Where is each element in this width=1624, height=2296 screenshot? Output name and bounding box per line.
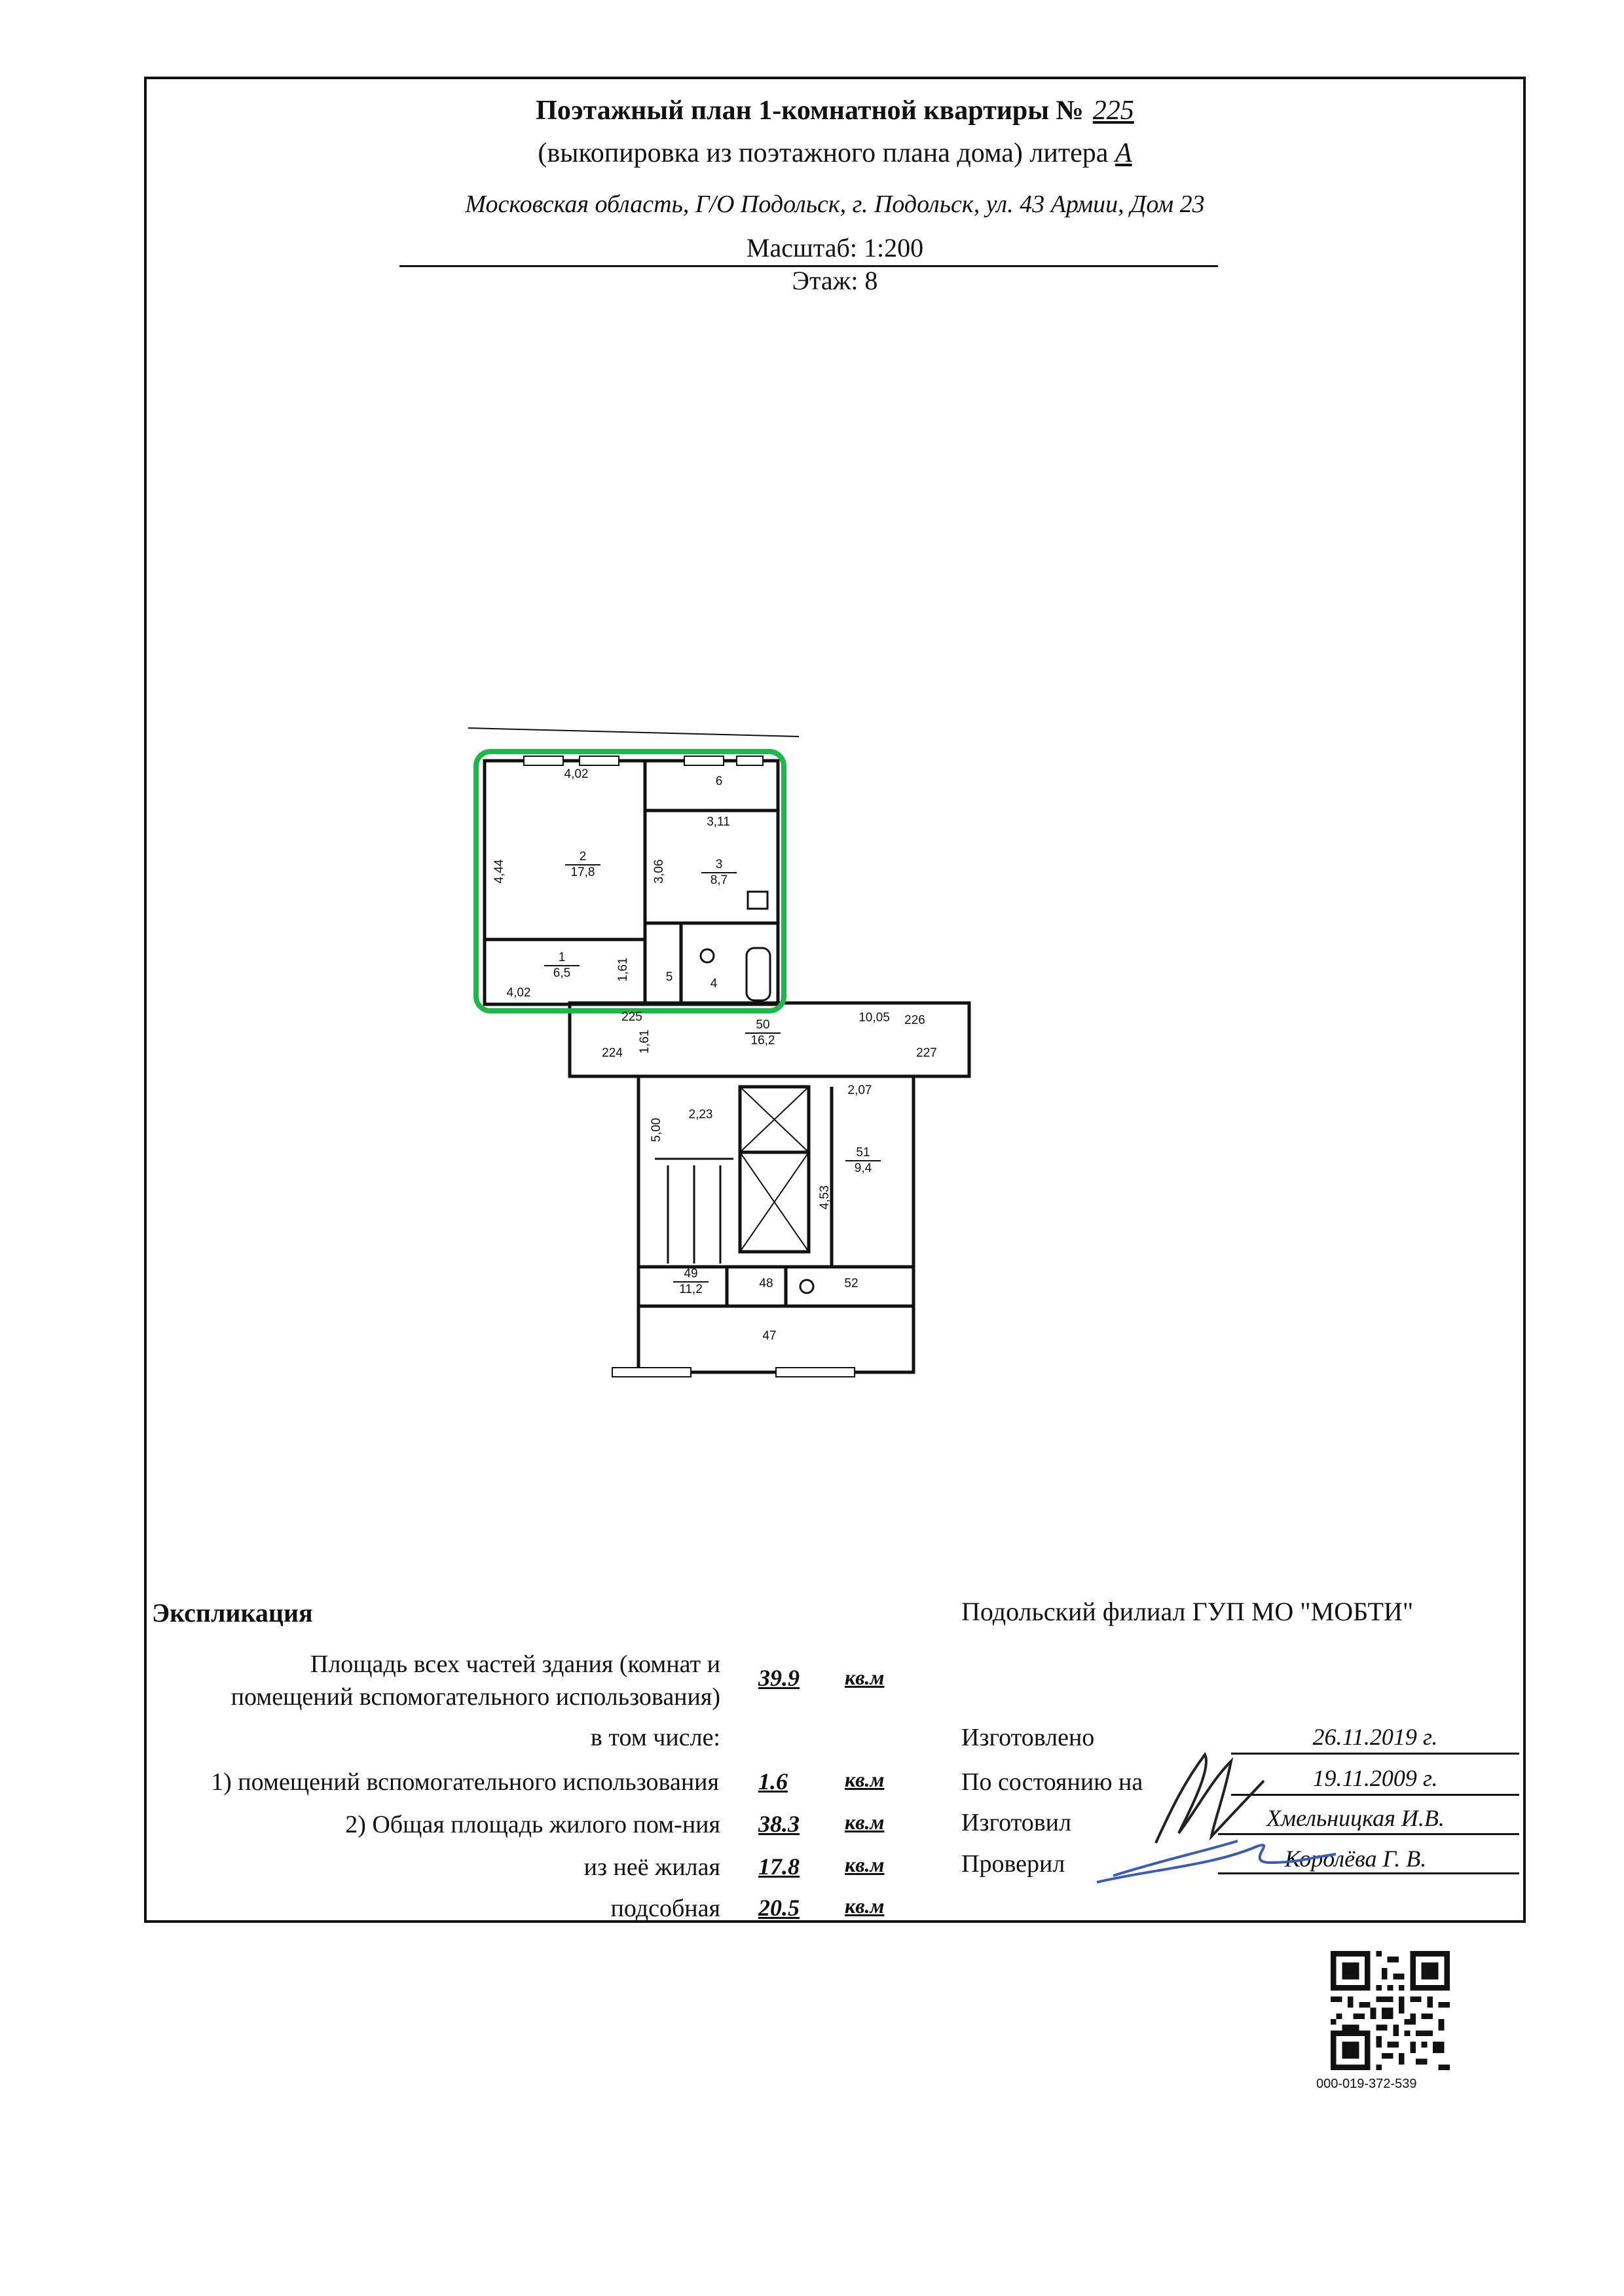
author-line: [1218, 1833, 1519, 1835]
explication-row-value: 38.3: [758, 1811, 800, 1837]
dimension-label: 3,06: [652, 859, 666, 884]
explication-row-value: 1.6: [758, 1768, 788, 1795]
dimension-label: 10,05: [858, 1011, 890, 1025]
state-date-line: [1231, 1794, 1519, 1796]
explication-row: [0, 1650, 917, 1715]
address: Московская область, Г/О Подольск, г. Подольск, ул. 43 Армии, Дом 23: [465, 191, 1205, 218]
explication-row-label-line: Площадь всех частей здания (комнат и: [310, 1650, 720, 1678]
explication-row-label-line: помещений вспомогательного использования): [231, 1683, 720, 1711]
checker-line: [1218, 1872, 1519, 1874]
explication-row-unit: кв.м: [845, 1853, 885, 1876]
room-2-label: 2 17,8: [563, 850, 602, 880]
room-4-label: 4: [710, 977, 718, 991]
dimension-label: 3,11: [707, 815, 730, 829]
explication-heading: Экспликация: [152, 1598, 313, 1628]
explication-row-label-line: 2) Общая площадь жилого пом-ния: [345, 1811, 720, 1838]
room-226-label: 226: [904, 1013, 925, 1027]
roof-line: [468, 728, 799, 737]
qr-code-number: 000-019-372-539: [1316, 2077, 1417, 2091]
explication-row-value: 17.8: [758, 1853, 800, 1880]
room-1-label: 1 6,5: [542, 951, 581, 981]
explication-row-label-line: в том числе:: [590, 1724, 720, 1751]
room-50-label: 50 16,2: [743, 1018, 783, 1048]
explication-row-unit: кв.м: [845, 1894, 885, 1918]
made-date: 26.11.2019 г.: [1312, 1724, 1438, 1750]
dimension-label: 1,61: [616, 957, 630, 982]
author-name: Хмельницкая И.В.: [1266, 1805, 1445, 1831]
room-47-label: 47: [762, 1329, 777, 1343]
room-224-label: 224: [602, 1046, 623, 1060]
made-label: Изготовлено: [961, 1724, 1095, 1751]
explication-row-value: 20.5: [758, 1895, 800, 1921]
state-date: 19.11.2009 г.: [1312, 1765, 1438, 1791]
subtitle-text: (выкопировка из поэтажного плана дома) литера: [538, 138, 1109, 168]
checker-name: Королёва Г. В.: [1284, 1846, 1427, 1872]
title-text: Поэтажный план 1-комнатной квартиры №: [536, 96, 1084, 126]
dimension-label: 4,02: [564, 767, 589, 781]
room-227-label: 227: [916, 1046, 937, 1060]
room-51-label: 51 9,4: [843, 1146, 883, 1176]
explication-row-unit: кв.м: [845, 1666, 885, 1689]
room-6-label: 6: [715, 774, 723, 788]
explication-row-value: 39.9: [758, 1665, 800, 1691]
organization-name: Подольский филиал ГУП МО "МОБТИ": [961, 1597, 1414, 1626]
litera-value: А: [1115, 138, 1132, 168]
room-225-label: 225: [621, 1010, 642, 1024]
dimension-label: 5,00: [650, 1118, 663, 1142]
dimension-label: 2,07: [847, 1084, 872, 1097]
floor: Этаж: 8: [792, 266, 878, 295]
scale: Масштаб: 1:200: [746, 233, 924, 263]
made-date-line: [1231, 1753, 1519, 1755]
explication-row-unit: кв.м: [845, 1768, 885, 1791]
dimension-label: 2,23: [688, 1108, 713, 1121]
explication-row-label-line: из неё жилая: [583, 1853, 720, 1881]
state-label: По состоянию на: [961, 1768, 1143, 1796]
dimension-label: 4,53: [818, 1185, 832, 1210]
checker-label: Проверил: [961, 1850, 1065, 1878]
room-3-label: 3 8,7: [699, 858, 739, 888]
room-52-label: 52: [844, 1277, 858, 1290]
explication-row-label-line: подсобная: [610, 1895, 720, 1922]
room-48-label: 48: [759, 1277, 773, 1290]
apartment-number: 225: [1092, 96, 1134, 126]
explication-row-unit: кв.м: [845, 1810, 885, 1834]
qr-code: [1331, 1951, 1450, 2070]
dimension-label: 4,02: [506, 986, 531, 1000]
explication-row-label-line: 1) помещений вспомогательного использования: [211, 1768, 719, 1796]
room-5-label: 5: [665, 970, 673, 984]
room-49-label: 49 11,2: [671, 1267, 710, 1297]
author-label: Изготовил: [961, 1809, 1071, 1836]
dimension-label: 1,61: [638, 1029, 652, 1054]
dimension-label: 4,44: [492, 859, 506, 884]
